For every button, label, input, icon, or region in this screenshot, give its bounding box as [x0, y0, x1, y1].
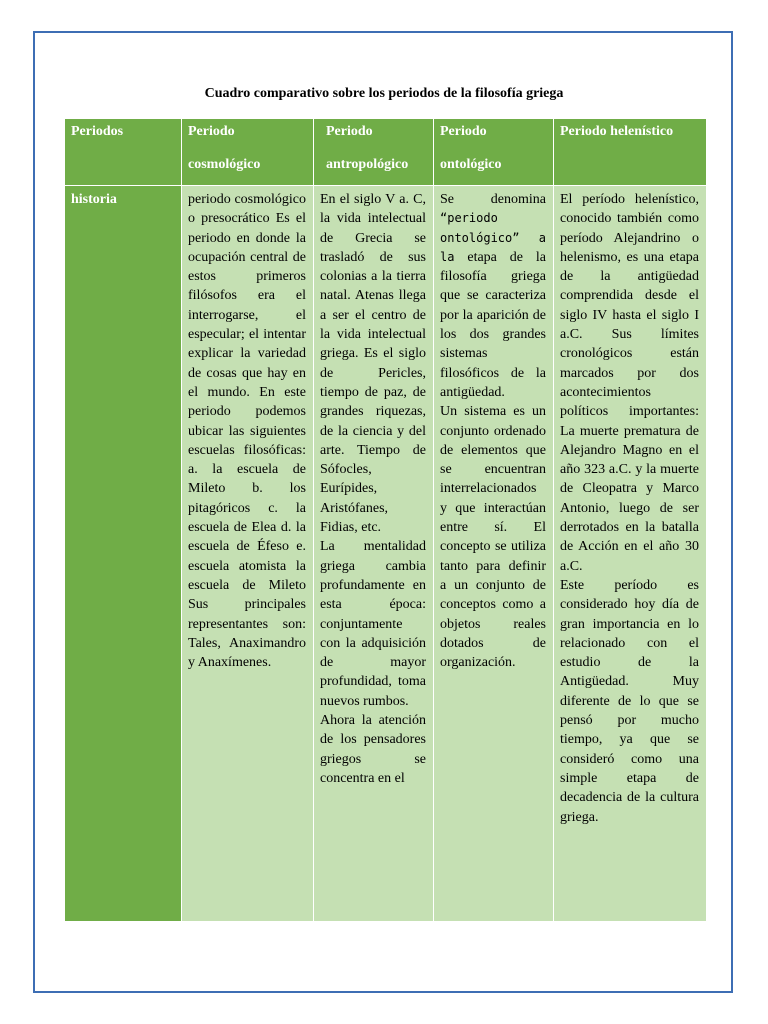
- header-antropologico-line1: Periodo: [326, 124, 373, 139]
- header-helenistico-label: Periodo helenístico: [560, 124, 674, 139]
- antropologico-para-2: La mentalidad griega cambia profundamente en esta época: conjuntamente con la adquisición de mayor profundidad, toma nuevos rumbos.: [320, 539, 426, 709]
- cell-helenistico: [554, 186, 707, 922]
- cosmologico-text: periodo cosmológico o presocrático Es el periodo en donde la ocupación central de estos primeros filósofos era el interrogarse, el especular; el intentar explicar la variedad de cosas que hay en el mundo. En este periodo podemos ubicar las siguientes escuelas filosóficas: a. la escuela de Mileto b. los pitagóricos c. la escuela de Elea d. la escuela de Éfeso e. escuela atomista la escuela de Mileto Sus principales representantes son: Tales, Anaximandro y Anaxímenes.: [188, 192, 306, 671]
- header-helenistico: [554, 119, 707, 186]
- antropologico-para-1: En el siglo V a. C, la vida intelectual de Grecia se trasladó de sus colonias a la tierra natal. Atenas llega a ser el centro de la vida intelectual griega. Es el siglo de Pericles, tiempo de paz, de grandes riquezas, de la ciencia y del arte. Tiempo de Sófocles, Eurípides, Aristófanes, Fidias, etc.: [320, 192, 426, 536]
- header-periodos: [65, 119, 182, 186]
- header-ontologico: [434, 119, 554, 186]
- header-cosmologico: [182, 119, 314, 186]
- ontologico-para-1: [440, 190, 546, 402]
- ontologico-rest: etapa de la filosofía griega que se caracteriza por la aparición de los dos grandes sistemas filosóficos de la antigüedad.: [440, 249, 546, 400]
- header-cosmologico-line2: cosmológico: [188, 157, 261, 173]
- helenistico-para-1: El período helenístico, conocido también como período Alejandrino o helenismo, es una etapa de la antigüedad comprendida desde el siglo IV hasta el siglo I a.C. Sus límites cronológicos están marcados por dos acontecimientos políticos importantes: La muerte prematura de Alejandro Magno en el año 323 a.C. y la muerte de Cleopatra y Marco Antonio, luego de ser derrotados en la batalla de Acción en el año 30 a.C.: [560, 192, 699, 574]
- comparison-table: [64, 118, 707, 922]
- header-antropologico: [314, 119, 434, 186]
- cell-ontologico: [434, 186, 554, 922]
- document-title: Cuadro comparativo sobre los periodos de la filosofía griega: [204, 86, 564, 101]
- header-row: [65, 119, 707, 186]
- cell-cosmologico: [182, 186, 314, 922]
- header-ontologico-line2: ontológico: [440, 157, 502, 173]
- antropologico-para-3: Ahora la atención de los pensadores griegos se concentra en el: [320, 713, 426, 786]
- header-antropologico-line2: antropológico: [326, 157, 409, 173]
- helenistico-para-2: Este período es considerado hoy día de gran importancia en lo relacionado con el estudio de la Antigüedad. Muy diferente de lo que se pensó por mucho tiempo, ya que se consideró como una simple etapa de decadencia de la cultura griega.: [560, 577, 699, 825]
- table-row: [65, 186, 707, 922]
- cell-antropologico: [314, 186, 434, 922]
- header-cosmologico-line1: Periodo: [188, 124, 235, 139]
- ontologico-intro: Se denomina: [440, 192, 546, 207]
- header-periodos-label: Periodos: [71, 124, 124, 139]
- ontologico-term: “periodo ontológico” a la: [440, 211, 546, 264]
- header-ontologico-line1: Periodo: [440, 124, 487, 139]
- ontologico-para-2: Un sistema es un conjunto ordenado de elementos que se encuentran interrelacionados y que interactúan entre sí. El concepto se utiliza tanto para definir a un conjunto de conceptos como a objetos reales dotados de organización.: [440, 404, 546, 671]
- row-label-historia: historia: [65, 186, 182, 922]
